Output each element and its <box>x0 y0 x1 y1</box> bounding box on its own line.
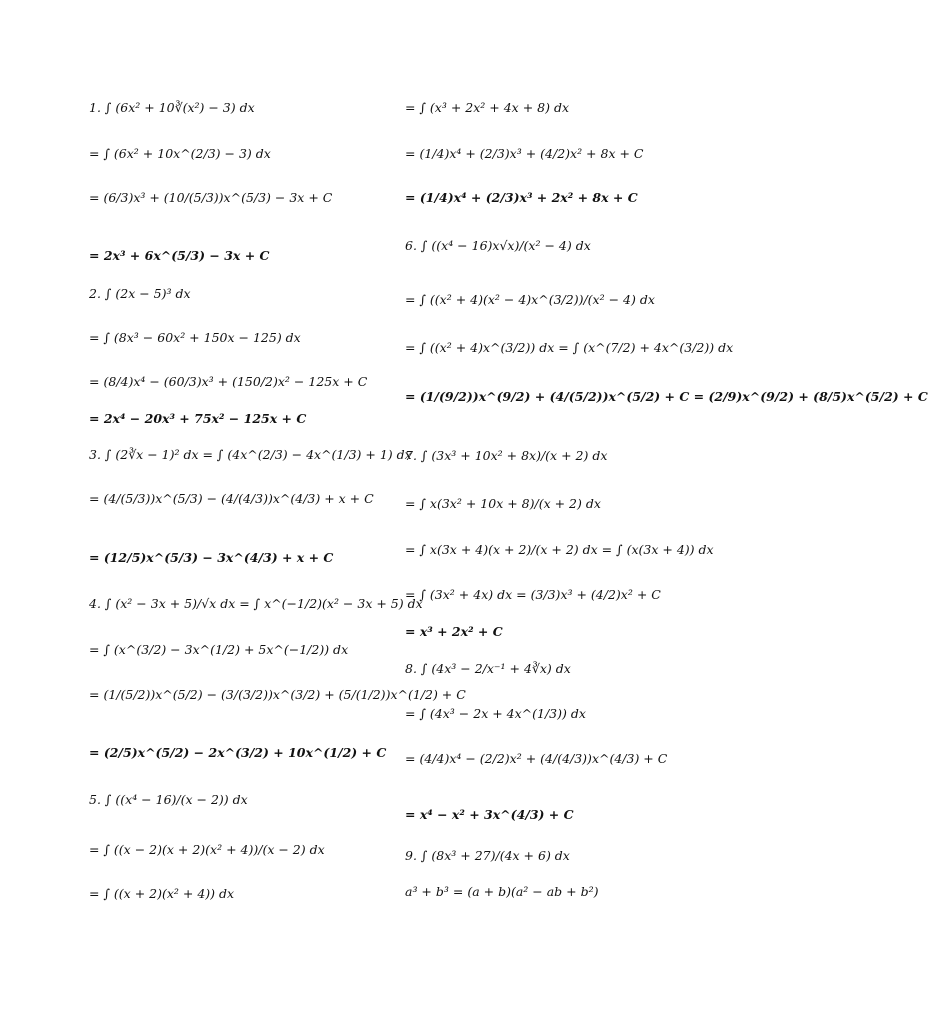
problem-9-statement: 9. ∫ (8x³ + 27)/(4x + 6) dx <box>405 848 570 863</box>
problem-7-answer: = x³ + 2x² + C <box>405 624 503 639</box>
problem-4-statement: 4. ∫ (x² − 3x + 5)/√x dx = ∫ x^(−1/2)(x² − 3x + 5) dx <box>89 596 423 611</box>
problem-5-step-1: = ∫ ((x − 2)(x + 2)(x² + 4))/(x − 2) dx <box>89 842 325 857</box>
problem-5-step-4: = (1/4)x⁴ + (2/3)x³ + (4/2)x² + 8x + C <box>405 146 644 161</box>
problem-7-statement: 7. ∫ (3x³ + 10x² + 8x)/(x + 2) dx <box>405 448 608 463</box>
problem-7-step-1: = ∫ x(3x² + 10x + 8)/(x + 2) dx <box>405 496 601 511</box>
problem-4-answer: = (2/5)x^(5/2) − 2x^(3/2) + 10x^(1/2) + C <box>89 745 387 760</box>
problem-5-step-2: = ∫ ((x + 2)(x² + 4)) dx <box>89 886 235 901</box>
problem-8-step-2: = (4/4)x⁴ − (2/2)x² + (4/(4/3))x^(4/3) + C <box>405 751 668 766</box>
problem-1-answer: = 2x³ + 6x^(5/3) − 3x + C <box>89 248 270 263</box>
problem-8-statement: 8. ∫ (4x³ − 2/x⁻¹ + 4∛x) dx <box>405 661 571 676</box>
problem-7-step-3: = ∫ (3x² + 4x) dx = (3/3)x³ + (4/2)x² + C <box>405 587 661 602</box>
problem-1-statement: 1. ∫ (6x² + 10∛(x²) − 3) dx <box>89 100 255 115</box>
problem-4-step-2: = (1/(5/2))x^(5/2) − (3/(3/2))x^(3/2) + (5/(1/2))x^(1/2) + C <box>89 687 466 702</box>
problem-6-step-1: = ∫ ((x² + 4)(x² − 4)x^(3/2))/(x² − 4) dx <box>405 292 655 307</box>
problem-8-step-1: = ∫ (4x³ − 2x + 4x^(1/3)) dx <box>405 706 586 721</box>
problem-8-answer: = x⁴ − x² + 3x^(4/3) + C <box>405 807 574 822</box>
problem-2-step-2: = (8/4)x⁴ − (60/3)x³ + (150/2)x² − 125x + C <box>89 374 368 389</box>
sum-of-cubes-identity: a³ + b³ = (a + b)(a² − ab + b²) <box>405 884 599 899</box>
problem-6-statement: 6. ∫ ((x⁴ − 16)x√x)/(x² − 4) dx <box>405 238 591 253</box>
problem-3-answer: = (12/5)x^(5/3) − 3x^(4/3) + x + C <box>89 550 334 565</box>
problem-7-step-2: = ∫ x(3x + 4)(x + 2)/(x + 2) dx = ∫ (x(3x + 4)) dx <box>405 542 714 557</box>
problem-6-step-2: = ∫ ((x² + 4)x^(3/2)) dx = ∫ (x^(7/2) + 4x^(3/2)) dx <box>405 340 734 355</box>
problem-6-answer: = (1/(9/2))x^(9/2) + (4/(5/2))x^(5/2) + C = (2/9)x^(9/2) + (8/5)x^(5/2) + C <box>405 389 928 404</box>
problem-5-answer: = (1/4)x⁴ + (2/3)x³ + 2x² + 8x + C <box>405 190 638 205</box>
problem-1-step-2: = (6/3)x³ + (10/(5/3))x^(5/3) − 3x + C <box>89 190 333 205</box>
problem-1-step-1: = ∫ (6x² + 10x^(2/3) − 3) dx <box>89 146 271 161</box>
problem-2-answer: = 2x⁴ − 20x³ + 75x² − 125x + C <box>89 411 307 426</box>
problem-5-step-3: = ∫ (x³ + 2x² + 4x + 8) dx <box>405 100 570 115</box>
problem-4-step-1: = ∫ (x^(3/2) − 3x^(1/2) + 5x^(−1/2)) dx <box>89 642 349 657</box>
problem-3-step-1: = (4/(5/3))x^(5/3) − (4/(4/3))x^(4/3) + x + C <box>89 491 374 506</box>
problem-3-statement: 3. ∫ (2∛x − 1)² dx = ∫ (4x^(2/3) − 4x^(1/3) + 1) dx <box>89 447 412 462</box>
problem-2-statement: 2. ∫ (2x − 5)³ dx <box>89 286 191 301</box>
problem-2-step-1: = ∫ (8x³ − 60x² + 150x − 125) dx <box>89 330 301 345</box>
problem-5-statement: 5. ∫ ((x⁴ − 16)/(x − 2)) dx <box>89 792 248 807</box>
